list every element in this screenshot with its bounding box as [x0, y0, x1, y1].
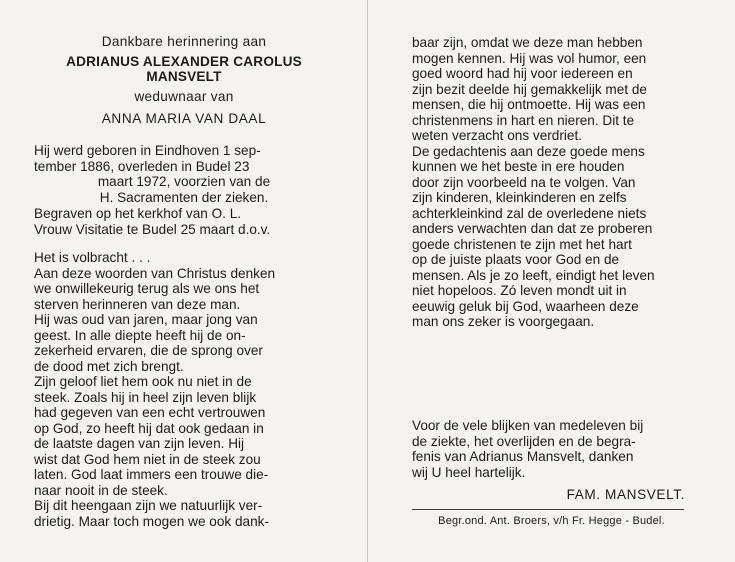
divider-rule [412, 509, 684, 510]
bio-line: maart 1972, voorzien van de [97, 174, 271, 189]
bio-line: tember 1886, overleden in Budel 23 [34, 158, 250, 174]
body-line: goede christenen te zijn met het hart [412, 236, 632, 252]
spouse-name: ANNA MARIA VAN DAAL [101, 111, 267, 126]
body-line: man ons zeker is voorgegaan. [412, 314, 595, 329]
body-line: steek. Zoals hij in heel zijn leven blijk [34, 389, 257, 405]
body-line: naar nooit in de steek. [34, 482, 168, 498]
heading-block [34, 34, 334, 127]
body-line: had gegeven van een echt vertrouwen [34, 405, 266, 420]
deceased-name-line-1: ADRIANUS ALEXANDER CAROLUS [66, 53, 302, 69]
body-line: Bij dit heengaan zijn we natuurlijk ver- [34, 498, 263, 513]
body-line: we onwillekeurig terug als we ons het [34, 281, 260, 296]
thanks-line: wij U heel hartelijk. [412, 464, 526, 480]
body-line: zijn kinderen, kleinkinderen en zelfs [412, 190, 627, 205]
body-line: door zijn voorbeeld na te volgen. Van [412, 174, 636, 190]
body-line: zekerheid ervaren, die de sprong over [34, 343, 263, 358]
body-line: goed woord had hij voor iedereen en [412, 66, 633, 81]
body-line: geest. In alle diepte heeft hij de on- [34, 327, 246, 343]
body-line: baar zijn, omdat we deze man hebben [412, 35, 643, 50]
body-line: achterkleinkind zal de overledene niets [412, 205, 647, 221]
body-line: niet hopeloos. Zó leven mondt uit in [412, 283, 627, 298]
right-panel [368, 0, 735, 562]
thanks-line: fenis van Adrianus Mansvelt, danken [412, 449, 634, 464]
body-line: Zijn geloof liet hem ook nu niet in de [34, 374, 252, 389]
thanks-line: de ziekte, het overlijden en de begra- [412, 433, 636, 449]
body-line: Hij was oud van jaren, maar jong van [34, 312, 258, 327]
right-body-text [412, 35, 684, 330]
bio-line: Hij werd geboren in Eindhoven 1 sep- [34, 143, 261, 158]
body-line: eeuwig geluk bij God, waarheen deze [412, 298, 639, 314]
body-line: Het is volbracht . . . [34, 250, 151, 265]
body-line: laten. God laat immers een trouwe die- [34, 467, 269, 482]
left-body-text [34, 250, 334, 529]
printer-credit: Begr.ond. Ant. Broers, v/h Fr. Hegge - Budel. [438, 515, 665, 527]
body-line: kunnen we het beste in ere houden [412, 159, 625, 174]
body-line: mensen. Als je zo leeft, eindigt het leven [412, 267, 655, 283]
bio-line: H. Sacramenten der zieken. [99, 189, 269, 205]
body-line: mogen kennen. Hij was vol humor, een [412, 50, 647, 66]
burial-line: Begraven op het kerkhof van O. L. [34, 206, 242, 221]
intro-line: Dankbare herinnering aan [101, 34, 267, 49]
thanks-block [412, 418, 684, 480]
body-line: zijn bezit deelde hij gemakkelijk met de [412, 81, 647, 97]
widower-line: weduwnaar van [134, 88, 234, 104]
body-line: Aan deze woorden van Christus denken [34, 265, 276, 281]
body-line: christenmens in hart en nieren. Dit te [412, 112, 635, 128]
body-line: De gedachtenis aan deze goede mens [412, 143, 645, 159]
body-line: op de juiste plaats voor God en de [412, 252, 620, 267]
bio-block [34, 143, 334, 237]
family-signature: FAM. MANSVELT. [566, 487, 685, 502]
body-line: op God, zo heeft hij dat ook gedaan in [34, 420, 264, 436]
body-line: de laatste dagen van zijn leven. Hij [34, 436, 245, 451]
body-line: drietig. Maar toch mogen we ook dank- [34, 513, 269, 529]
burial-line: Vrouw Visitatie te Budel 25 maart d.o.v. [34, 221, 271, 237]
body-line: sterven herinneren van deze man. [34, 296, 241, 312]
body-line: mensen, die hij ontmoette. Hij was een [412, 97, 646, 112]
body-line: de dood met zich brengt. [34, 358, 184, 374]
body-line: weten verzacht ons verdriet. [412, 128, 583, 143]
body-line: anders verwachten dan dat ze proberen [412, 221, 653, 236]
thanks-line: Voor de vele blijken van medeleven bij [412, 418, 644, 433]
body-line: wist dat God hem niet in de steek zou [34, 451, 261, 467]
deceased-name-line-2: MANSVELT [146, 69, 222, 84]
